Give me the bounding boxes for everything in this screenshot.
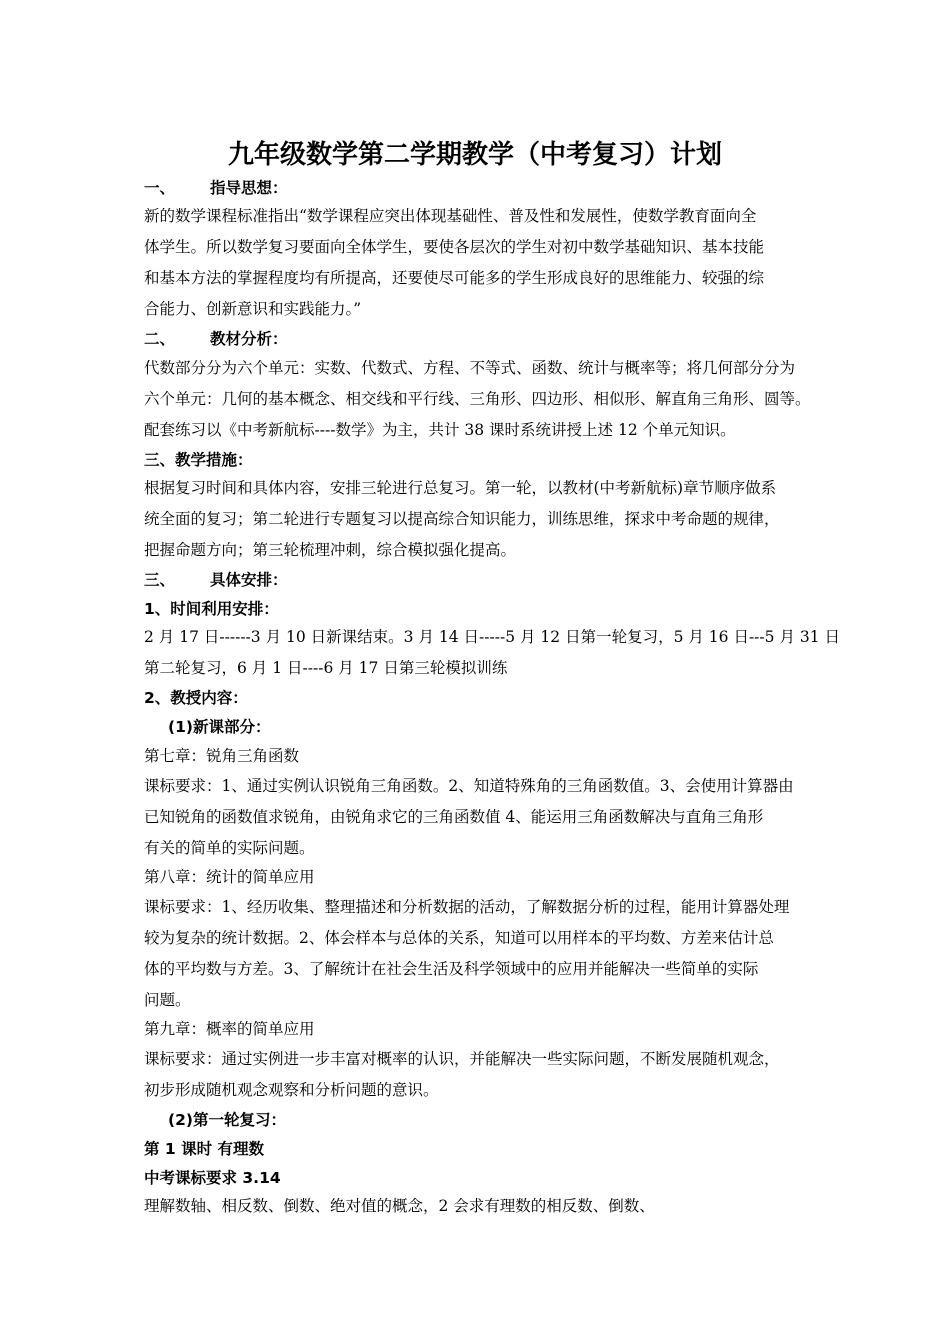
- section-title: 指导思想：: [210, 179, 288, 197]
- paragraph-line: 问题。: [144, 991, 191, 1009]
- paragraph-line: 新的数学课程标准指出“数学课程应突出体现基础性、普及性和发展性，使数学教育面向全: [144, 207, 757, 225]
- paragraph-line: 体的平均数与方差。3、了解统计在社会生活及科学领域中的应用并能解决一些简单的实际: [144, 960, 759, 978]
- paragraph-line: 初步形成随机观念观察和分析问题的意识。: [144, 1081, 439, 1099]
- paragraph-line: 课标要求：1、通过实例认识锐角三角函数。2、知道特殊角的三角函数值。3、会使用计算器由: [144, 777, 794, 795]
- section-heading-1: [144, 178, 824, 198]
- section-title: 教材分析：: [210, 330, 288, 348]
- lesson-title: 第 1 课时 有理数: [144, 1140, 264, 1158]
- paragraph-line: 课标要求：1、经历收集、整理描述和分析数据的活动，了解数据分析的过程，能用计算器处理: [144, 898, 790, 916]
- section-title: 具体安排：: [210, 571, 288, 589]
- chapter-title: 第九章：概率的简单应用: [144, 1020, 315, 1038]
- subheading: (1)新课部分：: [168, 718, 271, 736]
- section-number: 二、: [144, 330, 176, 348]
- paragraph-line: 代数部分分为六个单元：实数、代数式、方程、不等式、函数、统计与概率等；将几何部分分为: [144, 359, 796, 377]
- chapter-title: 第八章：统计的简单应用: [144, 868, 315, 886]
- chapter-title: 第七章：锐角三角函数: [144, 747, 300, 765]
- subheading: 2、教授内容：: [144, 689, 248, 707]
- section-number: 三、: [144, 571, 176, 589]
- subheading: (2)第一轮复习：: [168, 1111, 286, 1129]
- paragraph-line: 较为复杂的统计数据。2、体会样本与总体的关系，知道可以用样本的平均数、方差来估计总: [144, 929, 774, 947]
- paragraph-line: 理解数轴、相反数、倒数、绝对值的概念，2 会求有理数的相反数、倒数、: [144, 1197, 655, 1215]
- paragraph-line: 有关的简单的实际问题。: [144, 839, 315, 857]
- section-heading-2: [144, 329, 824, 349]
- paragraph-line: 把握命题方向；第三轮梳理冲刺，综合模拟强化提高。: [144, 541, 517, 559]
- paragraph-line: 课标要求：通过实例进一步丰富对概率的认识，并能解决一些实际问题，不断发展随机观念，: [144, 1050, 780, 1068]
- section-number: 一、: [144, 179, 176, 197]
- paragraph-line: 合能力、创新意识和实践能力。”: [144, 300, 362, 318]
- subheading: 1、时间利用安排：: [144, 600, 279, 618]
- paragraph-line: 和基本方法的掌握程度均有所提高，还要使尽可能多的学生形成良好的思维能力、较强的综: [144, 269, 765, 287]
- section-heading-4: [144, 570, 824, 590]
- requirement-title: 中考课标要求 3.14: [144, 1169, 281, 1187]
- paragraph-line: 统全面的复习；第二轮进行专题复习以提高综合知识能力，训练思维，探求中考命题的规律，: [144, 510, 780, 528]
- paragraph-line: 已知锐角的函数值求锐角，由锐角求它的三角函数值 4、能运用三角函数解决与直角三角形: [144, 808, 764, 826]
- paragraph-line: 根据复习时间和具体内容，安排三轮进行总复习。第一轮，以教材(中考新航标)章节顺序做系: [144, 479, 777, 497]
- paragraph-line: 六个单元：几何的基本概念、相交线和平行线、三角形、四边形、相似形、解直角三角形、圆等。: [144, 390, 811, 408]
- paragraph-line: 配套练习以《中考新航标----数学》为主，共计 38 课时系统讲授上述 12 个单元知识。: [144, 421, 736, 439]
- page-title: 九年级数学第二学期教学（中考复习）计划: [227, 140, 722, 170]
- paragraph-line: 第二轮复习，6 月 1 日----6 月 17 日第三轮模拟训练: [144, 659, 508, 677]
- section-heading-3: 三、教学措施：: [144, 451, 253, 469]
- paragraph-line: 2 月 17 日------3 月 10 日新课结束。3 月 14 日-----5 月 12 日第一轮复习，5 月 16 日---5 月 31 日: [144, 628, 841, 646]
- paragraph-line: 体学生。所以数学复习要面向全体学生，要使各层次的学生对初中数学基础知识、基本技能: [144, 238, 765, 256]
